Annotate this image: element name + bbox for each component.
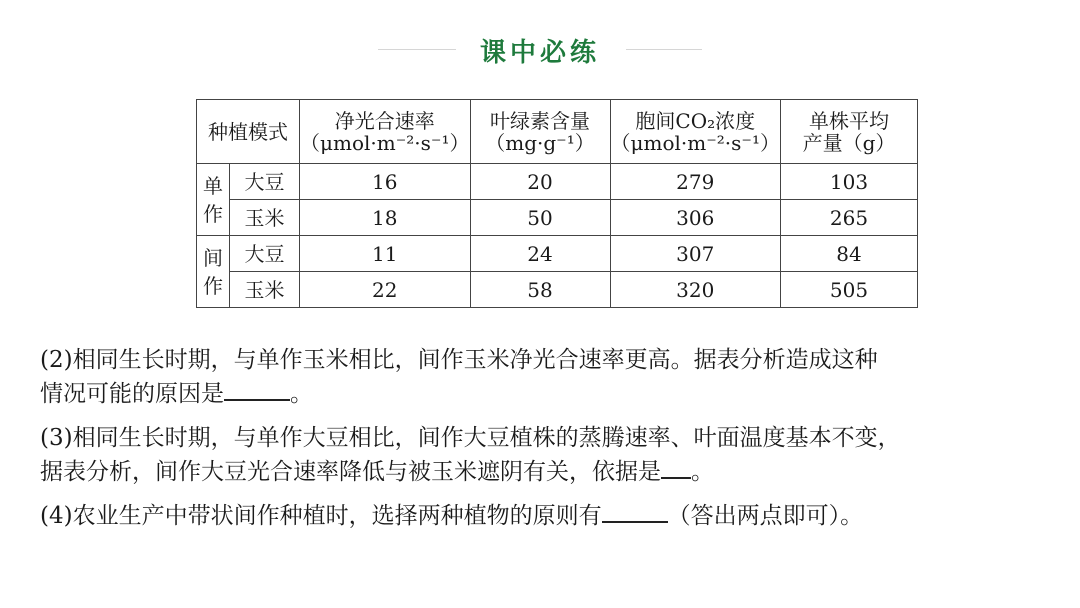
table-cell: 320 bbox=[610, 272, 781, 308]
question-3-text: 据表分析，间作大豆光合速率降低与被玉米遮阴有关，依据是 bbox=[40, 459, 661, 485]
title-divider-right bbox=[626, 49, 702, 50]
answer-blank[interactable] bbox=[661, 455, 691, 479]
table-cell: 11 bbox=[300, 236, 471, 272]
table-cell: 22 bbox=[300, 272, 471, 308]
header-col4-line1: 单株平均 bbox=[809, 108, 889, 133]
table-row bbox=[197, 272, 918, 308]
table-cell: 16 bbox=[300, 164, 471, 200]
question-3-line2 bbox=[40, 455, 1050, 489]
header-col2-line1: 叶绿素含量 bbox=[490, 108, 590, 133]
table-cell: 307 bbox=[610, 236, 781, 272]
question-2-end: 。 bbox=[290, 381, 313, 407]
table-header-row bbox=[197, 100, 918, 164]
table-cell: 20 bbox=[470, 164, 610, 200]
page-title: 课中必练 bbox=[479, 38, 600, 68]
data-table bbox=[196, 99, 918, 308]
question-4-text: (4)农业生产中带状间作种植时，选择两种植物的原则有 bbox=[40, 503, 602, 529]
table-cell: 18 bbox=[300, 200, 471, 236]
question-3-end: 。 bbox=[691, 459, 714, 485]
table-cell: 265 bbox=[781, 200, 918, 236]
group-label-intercropping bbox=[197, 236, 230, 308]
title-divider-left bbox=[378, 49, 456, 50]
table-cell: 58 bbox=[470, 272, 610, 308]
group-label-char: 单 bbox=[203, 173, 223, 198]
header-chlorophyll bbox=[470, 100, 610, 164]
question-4 bbox=[40, 499, 1050, 533]
question-2-line2 bbox=[40, 377, 1050, 411]
question-4-end: （答出两点即可）。 bbox=[667, 503, 864, 529]
header-intercellular-co2 bbox=[610, 100, 781, 164]
header-col3-line2: （μmol·m⁻²·s⁻¹） bbox=[610, 130, 780, 155]
table-row bbox=[197, 200, 918, 236]
table-cell: 306 bbox=[610, 200, 781, 236]
answer-blank[interactable] bbox=[224, 377, 290, 401]
question-2 bbox=[40, 343, 1050, 411]
question-2-text: 情况可能的原因是 bbox=[40, 381, 224, 407]
header-col3-line1: 胞间CO₂浓度 bbox=[635, 108, 756, 133]
table-cell: 505 bbox=[781, 272, 918, 308]
group-label-char: 作 bbox=[203, 273, 223, 298]
header-col4-line2: 产量（g） bbox=[802, 130, 896, 155]
answer-blank[interactable] bbox=[602, 499, 668, 523]
title-bar bbox=[0, 32, 1080, 72]
table-cell: 24 bbox=[470, 236, 610, 272]
header-col2-line2: （mg·g⁻¹） bbox=[485, 130, 595, 155]
crop-cell: 玉米 bbox=[230, 272, 300, 308]
group-label-char: 间 bbox=[203, 245, 223, 270]
table-cell: 50 bbox=[470, 200, 610, 236]
table-cell: 279 bbox=[610, 164, 781, 200]
header-yield bbox=[781, 100, 918, 164]
table-cell: 103 bbox=[781, 164, 918, 200]
header-mode: 种植模式 bbox=[197, 100, 300, 164]
crop-cell: 玉米 bbox=[230, 200, 300, 236]
table-cell: 84 bbox=[781, 236, 918, 272]
group-label-char: 作 bbox=[203, 201, 223, 226]
question-3-line1: (3)相同生长时期，与单作大豆相比，间作大豆植株的蒸腾速率、叶面温度基本不变， bbox=[40, 425, 901, 451]
header-col1-line2: （μmol·m⁻²·s⁻¹） bbox=[300, 130, 470, 155]
question-3 bbox=[40, 421, 1050, 489]
question-4-line1 bbox=[40, 499, 1050, 533]
question-2-line1: (2)相同生长时期，与单作玉米相比，间作玉米净光合速率更高。据表分析造成这种 bbox=[40, 347, 878, 373]
header-col1-line1: 净光合速率 bbox=[334, 108, 435, 133]
group-label-monoculture bbox=[197, 164, 230, 236]
table-row bbox=[197, 164, 918, 200]
header-net-photosynthesis bbox=[300, 100, 471, 164]
crop-cell: 大豆 bbox=[230, 236, 300, 272]
crop-cell: 大豆 bbox=[230, 164, 300, 200]
table-row bbox=[197, 236, 918, 272]
